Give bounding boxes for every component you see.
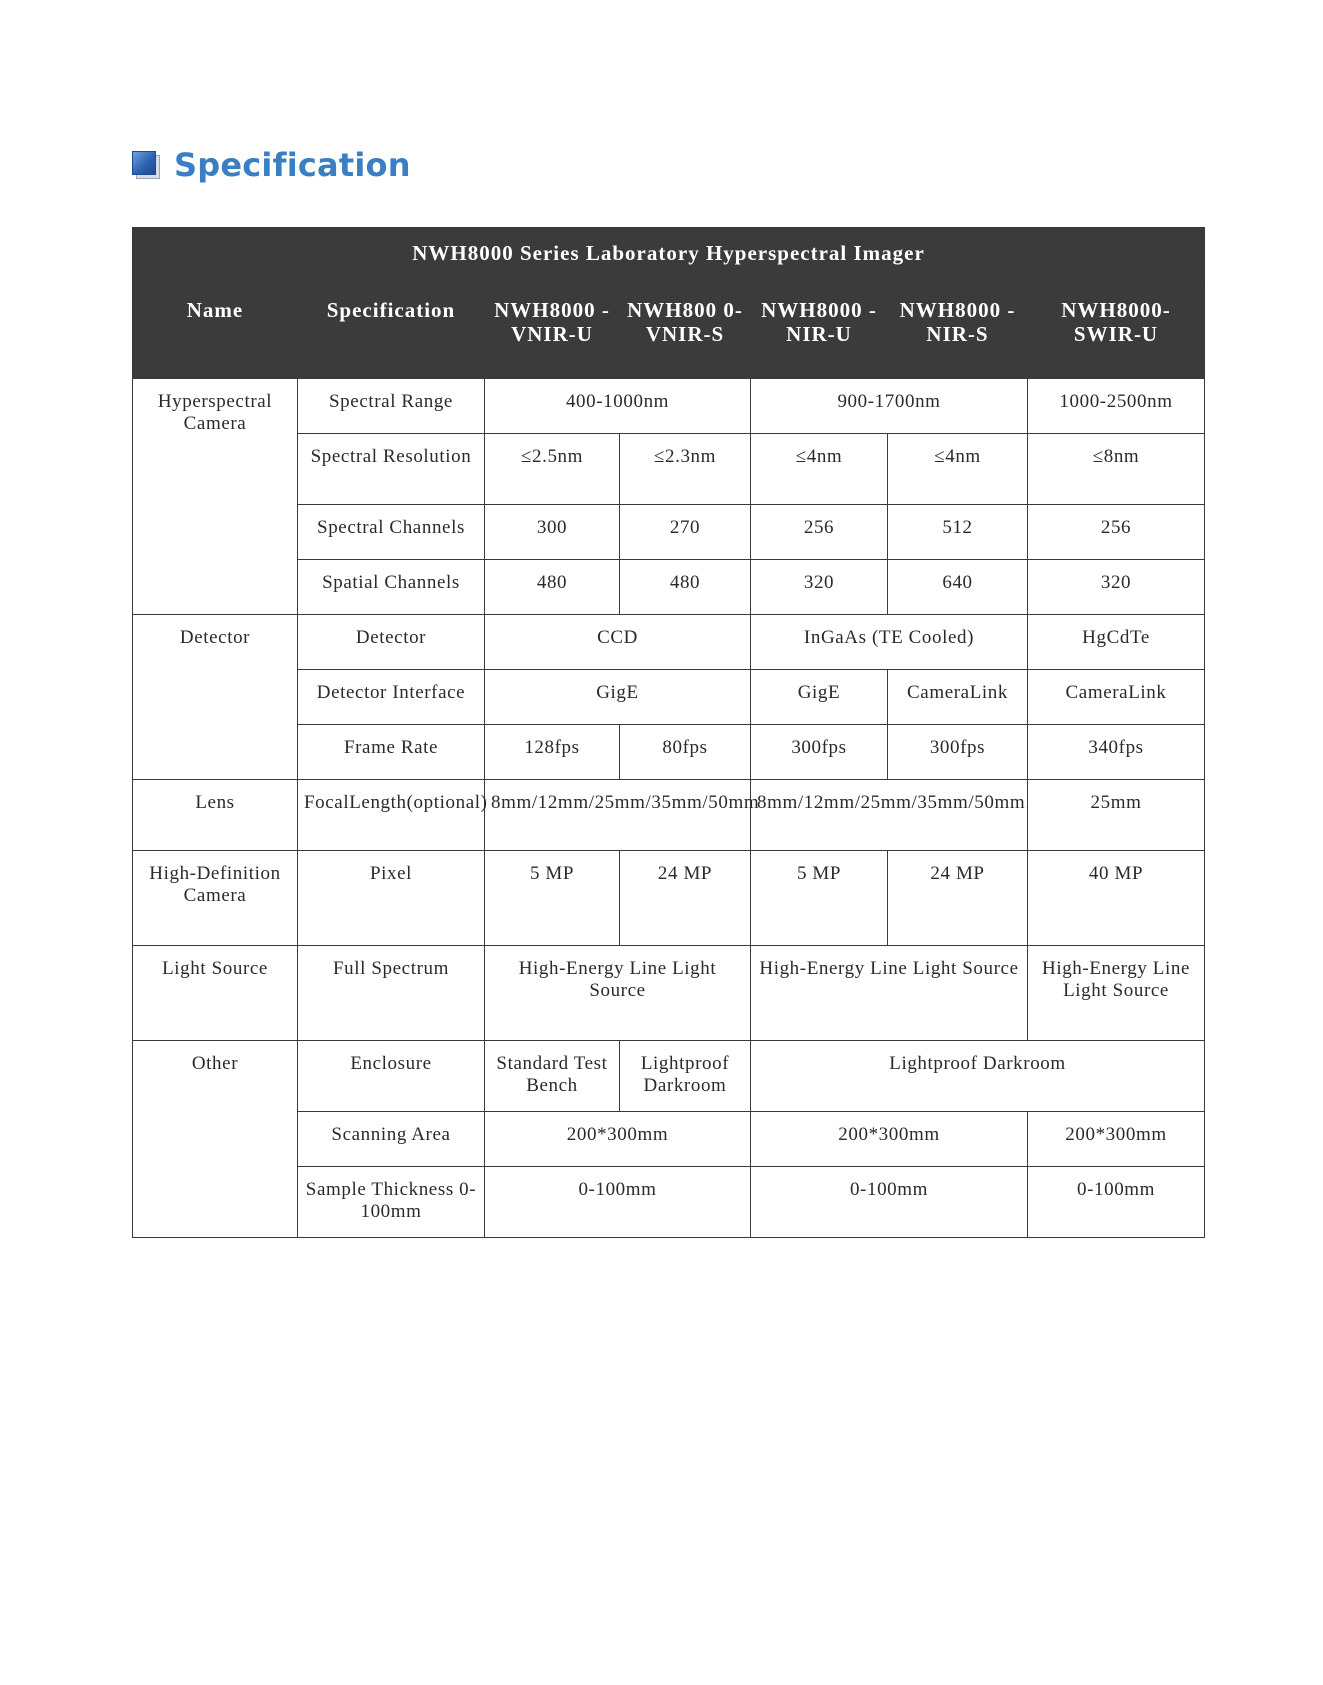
table-cell: HgCdTe <box>1028 615 1205 670</box>
header-nwh8000-swir-u: NWH8000- SWIR-U <box>1028 284 1205 379</box>
table-title: NWH8000 Series Laboratory Hyperspectral Imager <box>133 228 1205 284</box>
table-cell: 256 <box>751 505 888 560</box>
header-nwh8000-nir-u: NWH8000 -NIR-U <box>751 284 888 379</box>
table-cell: 128fps <box>485 725 620 780</box>
group-hd-camera: High-Definition Camera <box>133 851 298 946</box>
spec-label: Spatial Channels <box>298 560 485 615</box>
spec-label: Enclosure <box>298 1041 485 1112</box>
spec-label: Scanning Area <box>298 1112 485 1167</box>
table-cell: 200*300mm <box>1028 1112 1205 1167</box>
table-cell: Lightproof Darkroom <box>751 1041 1205 1112</box>
group-hyperspectral-camera: Hyperspectral Camera <box>133 379 298 615</box>
table-cell: CameraLink <box>888 670 1028 725</box>
header-nwh8000-vnir-u: NWH8000 -VNIR-U <box>485 284 620 379</box>
table-cell: 480 <box>620 560 751 615</box>
table-row <box>133 615 1205 670</box>
table-cell: 512 <box>888 505 1028 560</box>
table-cell: 80fps <box>620 725 751 780</box>
table-row <box>133 379 1205 434</box>
group-other: Other <box>133 1041 298 1238</box>
table-cell: 25mm <box>1028 780 1205 851</box>
group-detector: Detector <box>133 615 298 780</box>
table-cell: InGaAs (TE Cooled) <box>751 615 1028 670</box>
spec-label: Full Spectrum <box>298 946 485 1041</box>
spec-label: Spectral Range <box>298 379 485 434</box>
table-row <box>133 946 1205 1041</box>
spec-label: FocalLength(optional) <box>298 780 485 851</box>
section-heading <box>132 146 411 184</box>
table-cell: 1000-2500nm <box>1028 379 1205 434</box>
section-title: Specification <box>174 146 411 184</box>
group-lens: Lens <box>133 780 298 851</box>
table-cell: 300fps <box>888 725 1028 780</box>
table-cell: 200*300mm <box>751 1112 1028 1167</box>
table-cell: 300fps <box>751 725 888 780</box>
table-cell: 340fps <box>1028 725 1205 780</box>
header-specification: Specification <box>298 284 485 379</box>
table-cell: 200*300mm <box>485 1112 751 1167</box>
table-cell: 300 <box>485 505 620 560</box>
table-cell: ≤4nm <box>751 434 888 505</box>
header-name: Name <box>133 284 298 379</box>
spec-label: Spectral Resolution <box>298 434 485 505</box>
table-cell: 24 MP <box>620 851 751 946</box>
table-cell: Lightproof Darkroom <box>620 1041 751 1112</box>
table-cell: 0-100mm <box>1028 1167 1205 1238</box>
table-cell: ≤8nm <box>1028 434 1205 505</box>
spec-label: Detector <box>298 615 485 670</box>
table-row <box>133 780 1205 851</box>
table-cell: GigE <box>485 670 751 725</box>
table-cell: 270 <box>620 505 751 560</box>
table-row <box>133 1041 1205 1112</box>
spec-table <box>132 227 1205 1238</box>
table-cell: CameraLink <box>1028 670 1205 725</box>
table-cell: 256 <box>1028 505 1205 560</box>
table-cell: 0-100mm <box>485 1167 751 1238</box>
table-cell: High-Energy Line Light Source <box>1028 946 1205 1041</box>
table-cell: 480 <box>485 560 620 615</box>
table-cell: 640 <box>888 560 1028 615</box>
table-cell: CCD <box>485 615 751 670</box>
table-cell: Standard Test Bench <box>485 1041 620 1112</box>
table-cell: 40 MP <box>1028 851 1205 946</box>
spec-label: Spectral Channels <box>298 505 485 560</box>
table-cell: ≤2.5nm <box>485 434 620 505</box>
table-cell: ≤2.3nm <box>620 434 751 505</box>
header-nwh8000-nir-s: NWH8000 -NIR-S <box>888 284 1028 379</box>
square-bullet-icon <box>132 151 160 179</box>
table-cell: 5 MP <box>485 851 620 946</box>
table-cell: 900-1700nm <box>751 379 1028 434</box>
table-cell: 400-1000nm <box>485 379 751 434</box>
table-row <box>133 851 1205 946</box>
table-title-row <box>133 228 1205 284</box>
table-cell: 5 MP <box>751 851 888 946</box>
table-cell: 24 MP <box>888 851 1028 946</box>
spec-label: Pixel <box>298 851 485 946</box>
group-light-source: Light Source <box>133 946 298 1041</box>
spec-label: Sample Thickness 0-100mm <box>298 1167 485 1238</box>
header-nwh8000-vnir-s: NWH800 0-VNIR-S <box>620 284 751 379</box>
table-header-row <box>133 284 1205 379</box>
table-cell: 320 <box>751 560 888 615</box>
table-cell: 320 <box>1028 560 1205 615</box>
table-cell: High-Energy Line Light Source <box>751 946 1028 1041</box>
table-cell: ≤4nm <box>888 434 1028 505</box>
table-cell: 0-100mm <box>751 1167 1028 1238</box>
table-cell: 8mm/12mm/25mm/35mm/50mm <box>485 780 751 851</box>
table-cell: High-Energy Line Light Source <box>485 946 751 1041</box>
table-cell: 8mm/12mm/25mm/35mm/50mm <box>751 780 1028 851</box>
table-cell: GigE <box>751 670 888 725</box>
spec-label: Frame Rate <box>298 725 485 780</box>
spec-label: Detector Interface <box>298 670 485 725</box>
